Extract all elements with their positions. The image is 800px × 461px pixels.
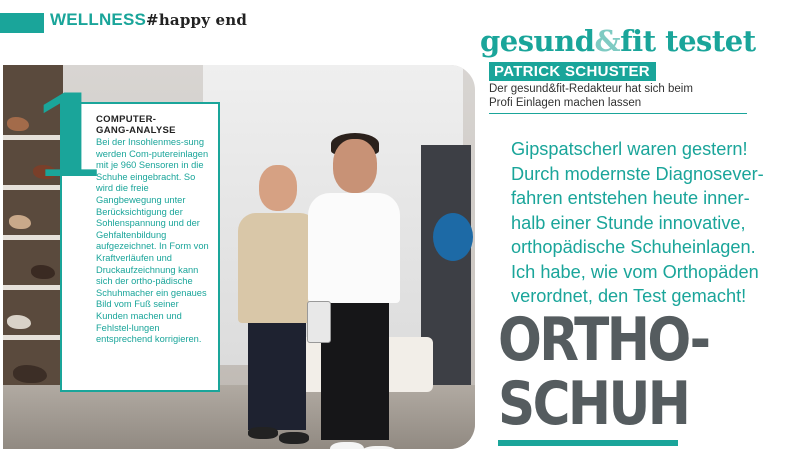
headline <box>498 305 709 439</box>
info-text: Bei der Insohlenmes-sung werden Com-putereinlagen mit je 960 Sensoren in die Schuhe eingebracht. So wird die freie Gangbewegung unter Berücksichtigung der Sohlenspannung und der Gehfaltenbildung aufgezeichnet. In Form von Kraftverläufen und Druckaufzeichnung kann sich der ortho-pädische Schuhmacher ein genaues Bild vom Fuß seiner Kunden machen und Fehlstel-lungen entsprechend korrigieren. <box>96 137 209 345</box>
headline-underline <box>498 440 678 446</box>
section-label <box>50 10 247 30</box>
shoe <box>279 432 309 444</box>
info-number: 1 <box>30 72 108 203</box>
shoe <box>31 265 55 279</box>
brand-part2: fit testet <box>620 24 756 58</box>
person-right-head <box>333 139 377 193</box>
brand-part1: gesund <box>480 24 595 58</box>
info-title-line1: COMPUTER- <box>96 114 157 125</box>
person-left-head <box>259 165 297 211</box>
shoe <box>248 427 278 439</box>
intro-text: Gipspatscherl waren gestern! Durch modernste Diagnosever-fahren entstehen heute inner-halb einer Stunde innovative, orthopädische Schuheinlagen. Ich habe, wie vom Orthopäden verordnet, den Test gemacht! <box>511 139 764 306</box>
shoe <box>361 446 397 452</box>
person-left-legs <box>248 320 306 430</box>
caption-rule <box>489 113 747 114</box>
headline-line2: SCHUH <box>498 369 689 439</box>
shoe <box>330 442 364 452</box>
shelf-board <box>3 335 65 340</box>
shoe <box>7 315 31 329</box>
section-name: WELLNESS <box>50 10 147 29</box>
author-name: PATRICK SCHUSTER <box>489 62 656 81</box>
brand-title <box>480 24 756 58</box>
section-tag: #happy end <box>146 11 248 29</box>
author-caption: Der gesund&fit-Redakteur hat sich beim Profi Einlagen machen lassen <box>489 83 693 109</box>
info-title-line2: GANG-ANALYSE <box>96 125 176 136</box>
photo-store-sign <box>433 213 473 261</box>
section-marker-bar <box>0 13 44 33</box>
shelf-board <box>3 285 65 290</box>
shoe <box>7 117 29 131</box>
measurement-device <box>307 301 331 343</box>
shelf-board <box>3 235 65 240</box>
person-right-body <box>308 193 400 303</box>
photo-floor <box>3 385 478 452</box>
person-left-body <box>238 213 318 323</box>
shoe <box>9 215 31 229</box>
shoe <box>13 365 47 383</box>
person-right-legs <box>321 300 389 440</box>
brand-ampersand: & <box>594 24 621 58</box>
headline-line1: ORTHO- <box>498 305 709 375</box>
info-title <box>96 114 210 136</box>
